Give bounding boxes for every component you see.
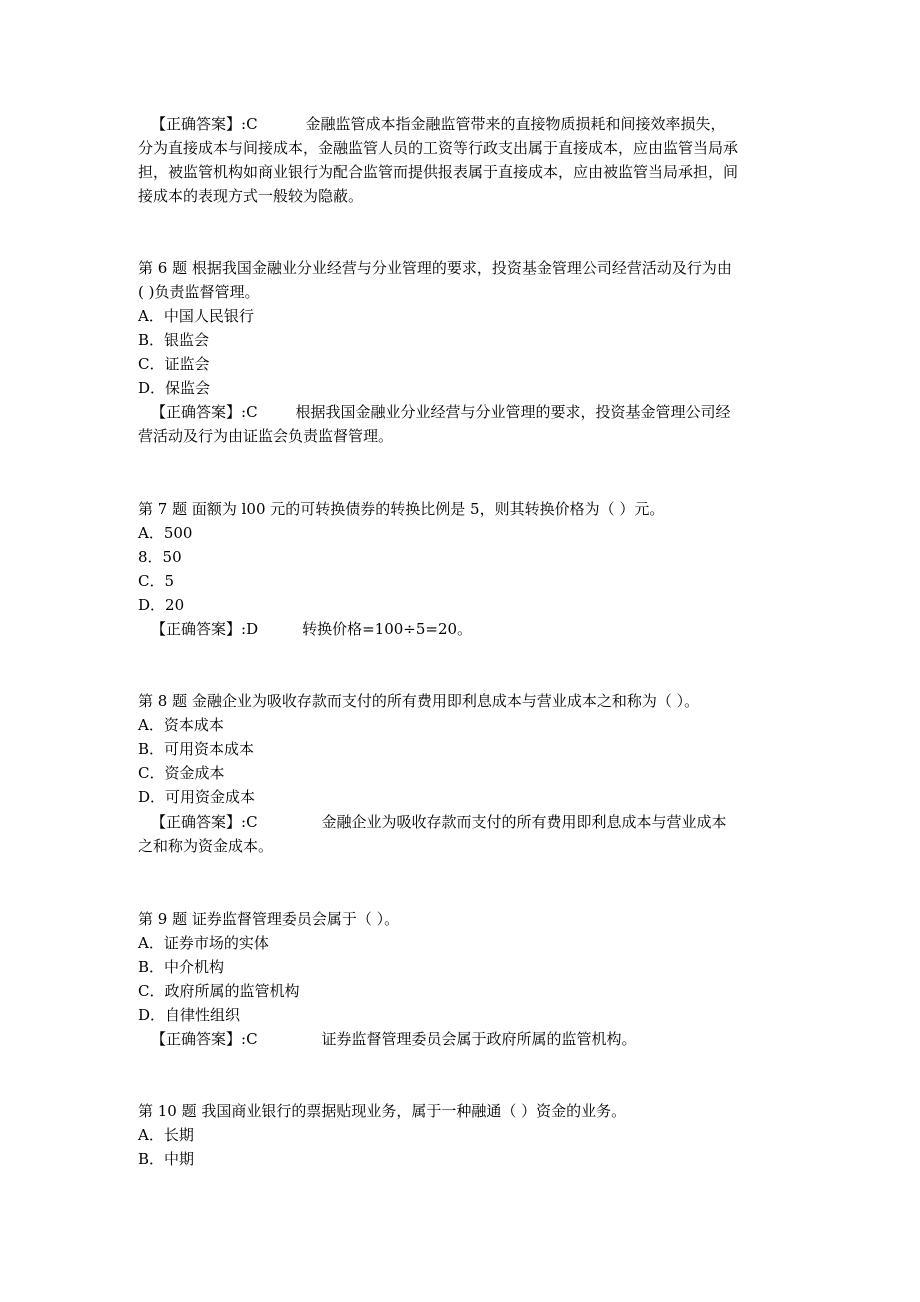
question-7-option-a: A．500 xyxy=(138,524,193,542)
answer-explanation: 转换价格=100÷5=20。 xyxy=(302,620,473,638)
answer-label: 【正确答案】: xyxy=(151,813,247,831)
question-7-option-c: C．5 xyxy=(138,572,175,590)
answer-explanation: 证券监督管理委员会属于政府所属的监管机构。 xyxy=(321,1030,637,1048)
answer-line xyxy=(151,112,726,136)
question-10-text: 第 10 题 我国商业银行的票据贴现业务，属于一种融通（ ）资金的业务。 xyxy=(138,1102,627,1120)
question-9-option-b: B．中介机构 xyxy=(138,958,225,976)
question-6-text: 第 6 题 根据我国金融业分业经营与分业管理的要求，投资基金管理公司经营活动及行为由 xyxy=(138,259,732,277)
question-7-text: 第 7 题 面额为 l00 元的可转换债券的转换比例是 5，则其转换价格为（ ）元。 xyxy=(138,500,665,518)
answer-explanation-line: 营活动及行为由证监会负责监督管理。 xyxy=(138,427,394,445)
answer-letter: C xyxy=(246,115,258,133)
answer-letter: C xyxy=(246,403,258,421)
answer-explanation-line: 接成本的表现方式一般较为隐蔽。 xyxy=(138,187,364,205)
question-10-option-a: A．长期 xyxy=(138,1126,194,1144)
question-9-option-a: A．证券市场的实体 xyxy=(138,934,269,952)
question-6-option-d: D．保监会 xyxy=(138,379,211,397)
answer-letter: C xyxy=(246,1030,258,1048)
answer-letter: C xyxy=(246,813,258,831)
question-8-text: 第 8 题 金融企业为吸收存款而支付的所有费用即利息成本与营业成本之和称为（ ）。 xyxy=(138,692,700,710)
question-8-option-b: B．可用资本成本 xyxy=(138,740,255,758)
question-6-option-a: A．中国人民银行 xyxy=(138,307,254,325)
answer-explanation: 根据我国金融业分业经营与分业管理的要求，投资基金管理公司经 xyxy=(295,403,731,421)
question-9-answer xyxy=(151,1027,637,1051)
answer-letter: D xyxy=(246,620,259,638)
question-8-option-d: D．可用资金成本 xyxy=(138,788,256,806)
question-6-option-c: C．证监会 xyxy=(138,355,210,373)
answer-explanation: 金融企业为吸收存款而支付的所有费用即利息成本与营业成本 xyxy=(321,813,727,831)
answer-explanation-line: 担，被监管机构如商业银行为配合监管而提供报表属于直接成本，应由被监管当局承担，间 xyxy=(138,163,739,181)
question-9-option-c: C．政府所属的监管机构 xyxy=(138,982,300,1000)
answer-label: 【正确答案】: xyxy=(151,620,247,638)
question-8-option-c: C．资金成本 xyxy=(138,764,225,782)
question-6-text: ( )负责监督管理。 xyxy=(138,283,260,301)
answer-explanation-line: 之和称为资金成本。 xyxy=(138,837,274,855)
question-10-option-b: B．中期 xyxy=(138,1150,195,1168)
answer-label: 【正确答案】: xyxy=(151,403,247,421)
question-6-option-b: B．银监会 xyxy=(138,331,210,349)
question-7-option-d: D．20 xyxy=(138,596,185,614)
answer-label: 【正确答案】: xyxy=(151,1030,247,1048)
question-7-answer xyxy=(151,617,472,641)
answer-explanation-line: 分为直接成本与间接成本，金融监管人员的工资等行政支出属于直接成本，应由监管当局承 xyxy=(138,139,739,157)
question-7-option-b: 8．50 xyxy=(138,548,182,566)
question-9-text: 第 9 题 证券监督管理委员会属于（ ）。 xyxy=(138,910,400,928)
question-8-option-a: A．资本成本 xyxy=(138,716,224,734)
answer-explanation: 金融监管成本指金融监管带来的直接物质损耗和间接效率损失， xyxy=(305,115,726,133)
question-6-answer xyxy=(151,400,731,424)
question-8-answer xyxy=(151,810,727,834)
question-9-option-d: D．自律性组织 xyxy=(138,1006,241,1024)
answer-label: 【正确答案】: xyxy=(151,115,247,133)
